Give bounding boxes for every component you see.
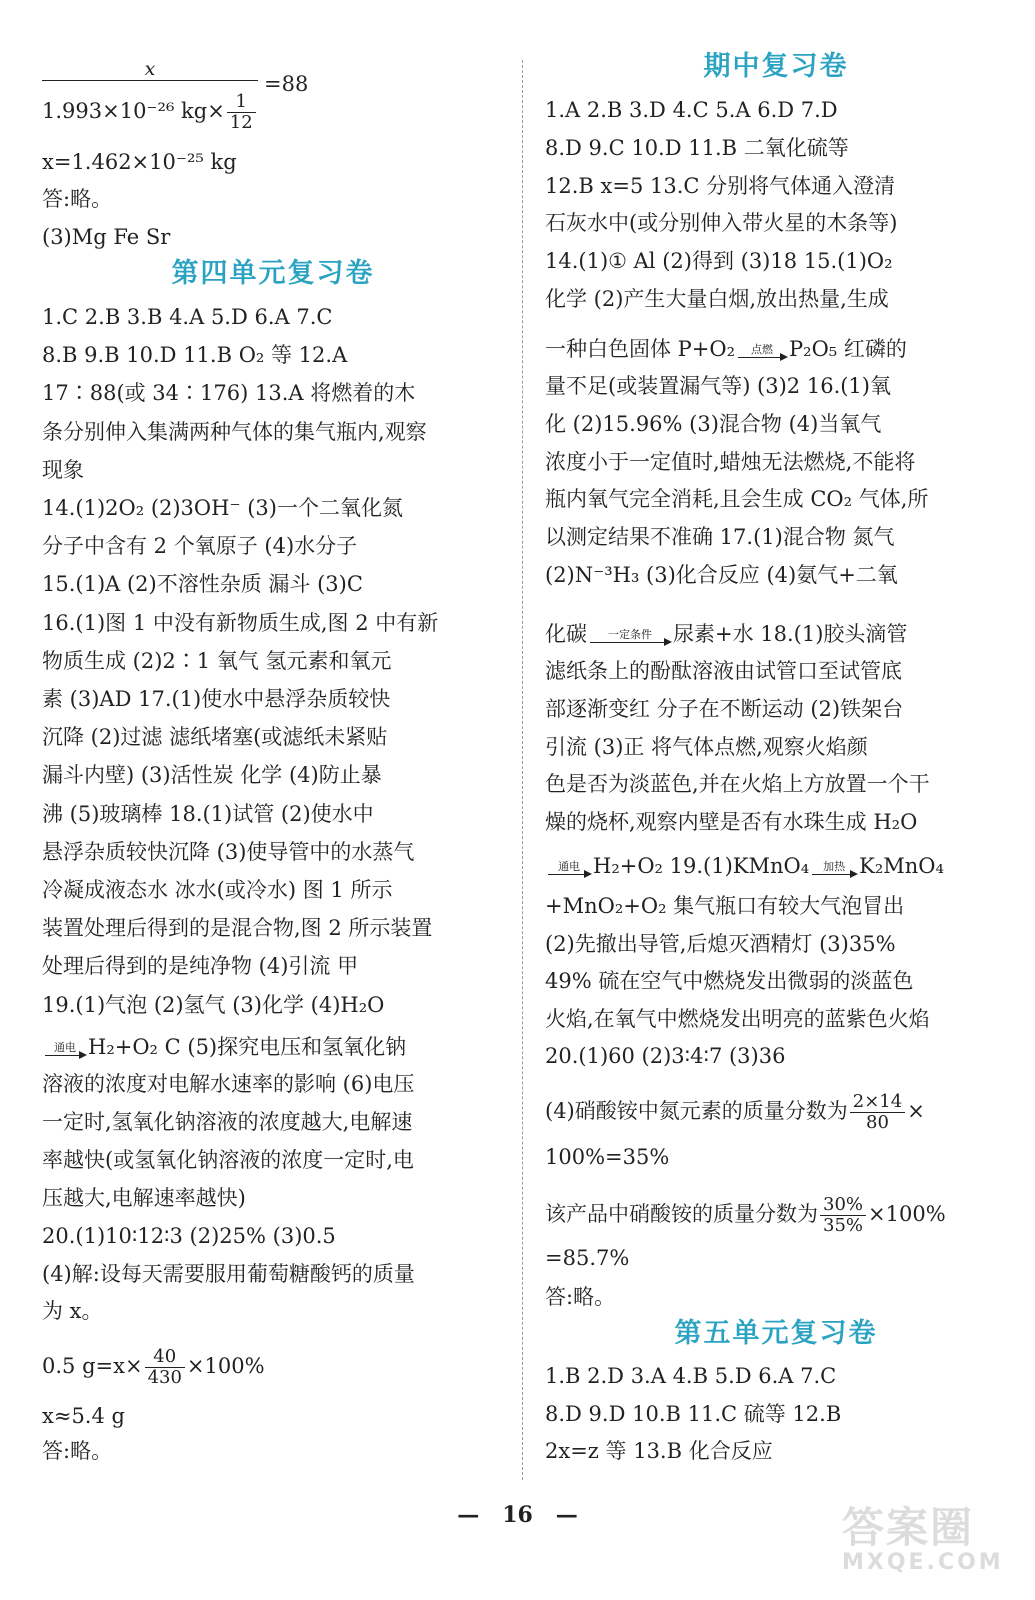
answer-line: 火焰,在氧气中燃烧发出明亮的蓝紫色火焰 xyxy=(545,1006,930,1031)
answer-line: 49% 硫在空气中燃烧发出微弱的淡蓝色 xyxy=(545,969,914,993)
answer-line: 为 x。 xyxy=(42,1299,103,1324)
equation-numerator: x xyxy=(42,58,258,81)
answer-line: 一定时,氢氧化钠溶液的浓度越大,电解速 xyxy=(42,1109,413,1134)
answer-line: 一种白色固体 P+O₂ 点燃 P₂O₅ 红磷的 xyxy=(545,337,907,361)
section-heading-unit5: 第五单元复习卷 xyxy=(674,1318,878,1349)
answer-line: 装置处理后得到的是混合物,图 2 所示装置 xyxy=(42,916,433,941)
section-heading-unit4: 第四单元复习卷 xyxy=(171,258,375,289)
reaction-arrow: 点燃 xyxy=(738,344,786,358)
answer-line: 1.B 2.D 3.A 4.B 5.D 6.A 7.C xyxy=(545,1364,837,1388)
answer-line: 素 (3)AD 17.(1)使水中悬浮杂质较快 xyxy=(42,687,391,711)
reaction-arrow: 通电 xyxy=(548,861,590,875)
answer-line: 分子中含有 2 个氧原子 (4)水分子 xyxy=(42,534,358,559)
answer-line: 量不足(或装置漏气等) (3)2 16.(1)氧 xyxy=(545,374,891,398)
answer-line: 溶液的浓度对电解水速率的影响 (6)电压 xyxy=(42,1072,415,1096)
answer-line: 12.B x=5 13.C 分别将气体通入澄清 xyxy=(545,173,896,198)
answer-line: 色是否为淡蓝色,并在火焰上方放置一个干 xyxy=(545,772,930,797)
answer-line: 燥的烧杯,观察内壁是否有水珠生成 H₂O xyxy=(545,810,918,835)
answer-line: 率越快(或氢氧化钠溶液的浓度一定时,电 xyxy=(42,1147,414,1172)
answer-line: 8.D 9.C 10.D 11.B 二氧化硫等 xyxy=(545,135,849,160)
answer-line: 条分别伸入集满两种气体的集气瓶内,观察 xyxy=(42,419,427,444)
answer-line: 2x=z 等 13.B 化合反应 xyxy=(545,1439,773,1463)
equation-line: (4)硝酸铵中氮元素的质量分数为 $\frac{2\times 14}{80}$ × xyxy=(545,1091,925,1133)
answer-line: 16.(1)图 1 中没有新物质生成,图 2 中有新 xyxy=(42,610,439,635)
answer-line: 浓度小于一定值时,蜡烛无法燃烧,不能将 xyxy=(545,449,916,474)
answer-line: 17∶88(或 34∶176) 13.A 将燃着的木 xyxy=(42,381,416,406)
watermark-logo: 答案圈 xyxy=(842,1503,975,1552)
answer-note: 答:略。 xyxy=(42,1439,113,1463)
answer-line: 漏斗内壁) (3)活性炭 化学 (4)防止暴 xyxy=(42,763,382,788)
answer-line: 19.(1)气泡 (2)氢气 (3)化学 (4)H₂O xyxy=(42,992,385,1017)
answer-line: 20.(1)60 (2)3∶4∶7 (3)36 xyxy=(545,1044,786,1068)
equation-line: x≈5.4 g xyxy=(42,1404,125,1428)
answer-line: 部逐渐变红 分子在不断运动 (2)铁架台 xyxy=(545,696,904,721)
reaction-arrow: 通电 xyxy=(45,1042,85,1056)
answer-note: 答:略。 xyxy=(545,1285,616,1309)
answer-line: 沸 (5)玻璃棒 18.(1)试管 (2)使水中 xyxy=(42,801,374,826)
answer-line: 14.(1)① Al (2)得到 (3)18 15.(1)O₂ xyxy=(545,249,893,274)
answer-line: +MnO₂+O₂ 集气瓶口有较大气泡冒出 xyxy=(545,894,905,918)
reaction-arrow: 一定条件 xyxy=(590,629,670,643)
page-footer: — 16 — xyxy=(457,1502,578,1528)
answer-line: (2)先撤出导管,后熄灭酒精灯 (3)35% xyxy=(545,931,896,956)
fraction: $\frac{2\times 14}{80}$ xyxy=(850,1092,905,1133)
reaction-arrow: 加热 xyxy=(812,861,856,875)
watermark xyxy=(842,1505,1004,1575)
answer-line: 通电 H₂+O₂ C (5)探究电压和氢氧化钠 xyxy=(42,1033,406,1061)
answer-line: 处理后得到的是纯净物 (4)引流 甲 xyxy=(42,954,359,979)
page-number: 16 xyxy=(502,1502,533,1528)
answer-line: 化 (2)15.96% (3)混合物 (4)当氧气 xyxy=(545,411,882,436)
answer-line: 石灰水中(或分别伸入带火星的木条等) xyxy=(545,211,898,236)
answer-line: (3)Mg Fe Sr xyxy=(42,225,171,249)
answer-line: 20.(1)10∶12∶3 (2)25% (3)0.5 xyxy=(42,1223,336,1248)
answer-line: 沉降 (2)过滤 滤纸堵塞(或滤纸未紧贴 xyxy=(42,725,388,750)
answer-line: 悬浮杂质较快沉降 (3)使导管中的水蒸气 xyxy=(42,839,415,864)
answer-line: 滤纸条上的酚酞溶液由试管口至试管底 xyxy=(545,659,902,683)
equation-line: x=1.462×10⁻²⁵ kg xyxy=(42,150,237,174)
equation-result: =88 xyxy=(264,72,309,96)
equation-fraction xyxy=(42,58,258,81)
answer-line: 冷凝成液态水 冰水(或冷水) 图 1 所示 xyxy=(42,878,393,902)
answer-note: 答:略。 xyxy=(42,187,113,211)
answer-line: 8.B 9.B 10.D 11.B O₂ 等 12.A xyxy=(42,343,348,368)
answer-line: 1.C 2.B 3.B 4.A 5.D 6.A 7.C xyxy=(42,305,333,329)
equation-line: 该产品中硝酸铵的质量分数为 $\frac{30\%}{35\%}$ ×100% xyxy=(545,1194,946,1236)
watermark-url: MXQE.COM xyxy=(842,1550,1004,1575)
answer-line: 物质生成 (2)2∶1 氧气 氢元素和氧元 xyxy=(42,648,392,673)
answer-line: 化学 (2)产生大量白烟,放出热量,生成 xyxy=(545,287,889,311)
equation-line: =85.7% xyxy=(545,1246,630,1270)
answer-line: 通电 H₂+O₂ 19.(1)KMnO₄ 加热 K₂MnO₄ xyxy=(545,852,944,880)
column-divider xyxy=(522,60,523,1480)
equation-line: 100%=35% xyxy=(545,1145,670,1169)
answer-line: 现象 xyxy=(42,457,84,482)
answer-line: 15.(1)A (2)不溶性杂质 漏斗 (3)C xyxy=(42,572,363,597)
answer-line: (4)解:设每天需要服用葡萄糖酸钙的质量 xyxy=(42,1261,415,1286)
answer-line: 瓶内氧气完全消耗,且会生成 CO₂ 气体,所 xyxy=(545,487,929,512)
answer-line: (2)N⁻³H₃ (3)化合反应 (4)氨气+二氧 xyxy=(545,563,898,587)
equation-line: 0.5 g=x× $\frac{40}{430}$ ×100% xyxy=(42,1346,265,1388)
fraction: $\frac{1}{12}$ xyxy=(227,92,256,133)
answer-line: 化碳 一定条件 尿素+水 18.(1)胶头滴管 xyxy=(545,622,908,646)
answer-line: 1.A 2.B 3.D 4.C 5.A 6.D 7.D xyxy=(545,98,838,122)
answer-line: 以测定结果不准确 17.(1)混合物 氮气 xyxy=(545,525,895,550)
equation-denominator: 1.993×10⁻²⁶ kg× $\frac{1}{12}$ xyxy=(42,92,258,133)
answer-line: 8.D 9.D 10.B 11.C 硫等 12.B xyxy=(545,1401,842,1426)
section-heading-midterm: 期中复习卷 xyxy=(703,51,849,82)
answer-line: 14.(1)2O₂ (2)3OH⁻ (3)一个二氧化氮 xyxy=(42,496,403,520)
answer-line: 压越大,电解速率越快) xyxy=(42,1185,246,1210)
fraction: $\frac{40}{430}$ xyxy=(145,1347,185,1388)
answer-line: 引流 (3)正 将气体点燃,观察火焰颜 xyxy=(545,734,868,759)
fraction: $\frac{30\%}{35\%}$ xyxy=(820,1195,866,1236)
